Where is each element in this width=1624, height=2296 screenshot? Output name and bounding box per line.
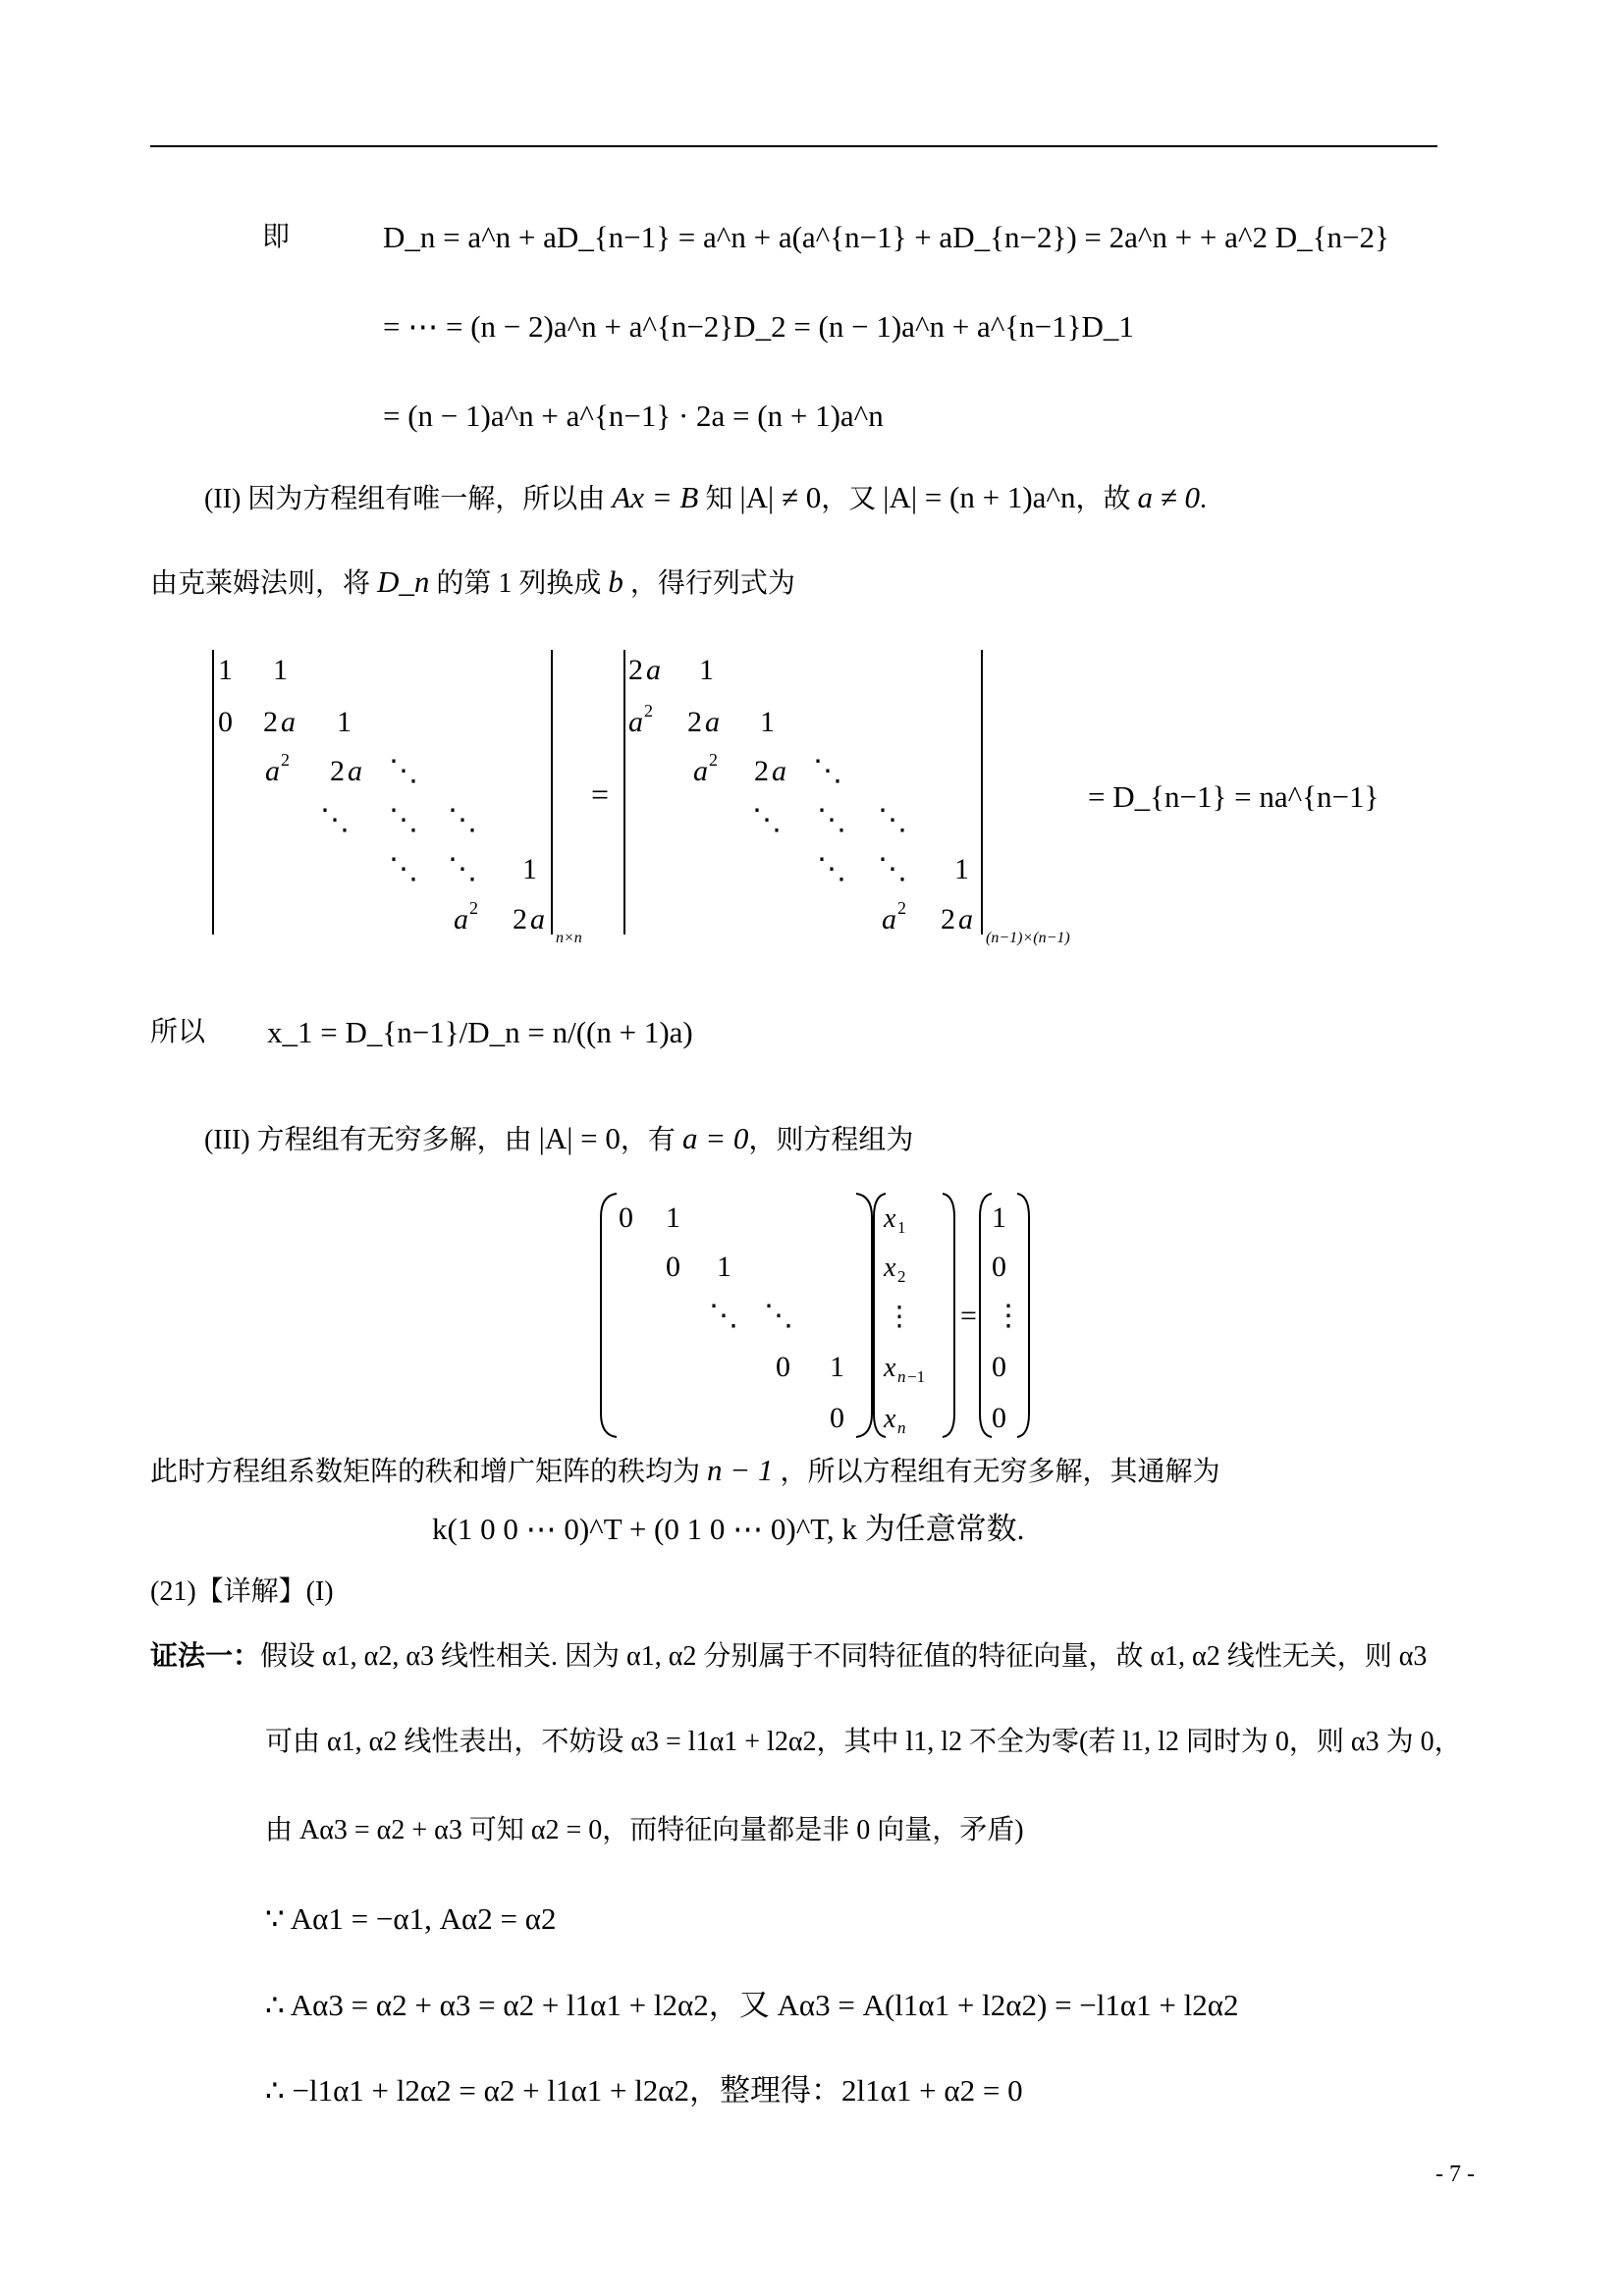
- svg-text:0: 0: [992, 1351, 1006, 1383]
- svg-text:a: a: [958, 903, 973, 935]
- svg-text:a: a: [530, 903, 545, 935]
- svg-text:2: 2: [513, 903, 527, 935]
- svg-text:0: 0: [619, 1201, 633, 1234]
- page-number: - 7 -: [1435, 2162, 1475, 2187]
- svg-text:1: 1: [830, 1351, 844, 1383]
- svg-text:x: x: [884, 1253, 896, 1283]
- svg-text:⋱: ⋱: [817, 853, 846, 885]
- proof-line-6: ∴ −l1α1 + l2α2 = α2 + l1α1 + l2α2，整理得：2l1α1 + α2 = 0: [265, 2073, 1023, 2108]
- svg-text:2: 2: [263, 706, 278, 738]
- svg-text:a: a: [705, 706, 720, 738]
- svg-text:a: a: [265, 755, 280, 787]
- svg-text:⋱: ⋱: [709, 1300, 738, 1332]
- svg-text:2: 2: [897, 898, 906, 918]
- paragraph-rank: 此时方程组系数矩阵的秩和增广矩阵的秩均为 n − 1 ，所以方程组有无穷多解，其通解为: [150, 1453, 1220, 1487]
- right-det-size: (n−1)×(n−1): [986, 930, 1070, 946]
- proof-line-1: 证法一：假设 α1, α2, α3 线性相关. 因为 α1, α2 分别属于不同特征值的特征向量，故 α1, α2 线性无关，则 α3: [150, 1641, 1428, 1672]
- svg-text:2: 2: [709, 750, 718, 770]
- general-solution: k(1 0 0 ⋯ 0)^T + (0 1 0 ⋯ 0)^T, k 为任意常数.: [432, 1512, 1025, 1546]
- svg-text:⋮: ⋮: [886, 1302, 913, 1332]
- svg-text:⋱: ⋱: [878, 804, 907, 836]
- svg-text:2: 2: [644, 701, 653, 721]
- svg-text:⋱: ⋱: [448, 853, 477, 885]
- equation-x1: x_1 = D_{n−1}/D_n = n/((n + 1)a): [267, 1015, 693, 1049]
- svg-text:a: a: [882, 903, 896, 935]
- ji-label: 即: [262, 222, 291, 252]
- svg-text:0: 0: [830, 1402, 844, 1434]
- svg-text:2: 2: [469, 898, 478, 918]
- left-determinant-entries: [218, 654, 545, 935]
- svg-text:2: 2: [897, 1267, 906, 1286]
- left-det-size: n×n: [556, 930, 582, 946]
- svg-text:2: 2: [281, 750, 290, 770]
- svg-text:⋱: ⋱: [764, 1300, 793, 1332]
- svg-text:⋱: ⋱: [389, 755, 418, 787]
- svg-text:1: 1: [666, 1201, 680, 1234]
- svg-text:2: 2: [941, 903, 955, 935]
- svg-text:x: x: [884, 1203, 896, 1234]
- paragraph-cramer: 由克莱姆法则，将 D_n 的第 1 列换成 b ，得行列式为: [150, 564, 795, 599]
- svg-text:1: 1: [760, 706, 775, 738]
- right-determinant-entries: [628, 654, 973, 935]
- svg-text:⋱: ⋱: [320, 804, 350, 836]
- svg-text:⋱: ⋱: [813, 755, 842, 787]
- suoyi-label: 所以: [150, 1017, 206, 1047]
- proof-line-3: 由 Aα3 = α2 + α3 可知 α2 = 0，而特征向量都是非 0 向量，矛盾): [265, 1815, 1024, 1845]
- svg-text:=: =: [960, 1300, 977, 1332]
- equals-sign: =: [591, 776, 610, 812]
- svg-text:1: 1: [218, 654, 233, 686]
- svg-text:a: a: [281, 706, 296, 738]
- svg-text:⋮: ⋮: [994, 1300, 1023, 1332]
- paragraph-part-iii: (III) 方程组有无穷多解，由 |A| = 0，有 a = 0，则方程组为: [204, 1121, 914, 1155]
- svg-text:1: 1: [522, 853, 537, 885]
- svg-text:⋱: ⋱: [752, 804, 782, 836]
- svg-text:2: 2: [687, 706, 702, 738]
- proof-line-5: ∴ Aα3 = α2 + α3 = α2 + l1α1 + l2α2，又 Aα3 = A(l1α1 + l2α2) = −l1α1 + l2α2: [265, 1988, 1239, 2022]
- svg-text:⋱: ⋱: [448, 804, 477, 836]
- svg-text:2: 2: [754, 755, 769, 787]
- proof-line-2: 可由 α1, α2 线性表出，不妨设 α3 = l1α1 + l2α2，其中 l1, l2 不全为零(若 l1, l2 同时为 0，则 α3 为 0，: [265, 1727, 1462, 1757]
- svg-text:⋱: ⋱: [878, 853, 907, 885]
- equation-dn-result: = (n − 1)a^n + a^{n−1} · 2a = (n + 1)a^n: [383, 399, 884, 433]
- determinant-result: = D_{n−1} = na^{n−1}: [1088, 779, 1380, 814]
- svg-text:0: 0: [218, 706, 233, 738]
- equation-dn-expand: = ⋯ = (n − 2)a^n + a^{n−2}D_2 = (n − 1)a^n + a^{n−1}D_1: [383, 309, 1134, 344]
- svg-text:1: 1: [699, 654, 714, 686]
- svg-text:2: 2: [330, 755, 345, 787]
- proof-line-4: ∵ Aα1 = −α1, Aα2 = α2: [265, 1901, 557, 1936]
- svg-text:⋱: ⋱: [389, 853, 418, 885]
- svg-text:a: a: [454, 903, 468, 935]
- paragraph-part-ii: (II) 因为方程组有唯一解，所以由 Ax = B 知 |A| ≠ 0，又 |A| = (n + 1)a^n，故 a ≠ 0.: [204, 480, 1207, 514]
- svg-text:a: a: [348, 755, 362, 787]
- svg-text:1: 1: [954, 853, 969, 885]
- svg-text:0: 0: [992, 1402, 1006, 1434]
- svg-text:⋱: ⋱: [389, 804, 418, 836]
- header-rule: [150, 145, 1437, 147]
- svg-text:1: 1: [273, 654, 288, 686]
- question-21-heading: (21)【详解】(I): [150, 1576, 334, 1607]
- svg-text:−1: −1: [907, 1367, 926, 1386]
- svg-text:x: x: [884, 1353, 896, 1383]
- svg-text:0: 0: [666, 1251, 680, 1283]
- svg-text:1: 1: [897, 1218, 906, 1237]
- svg-text:1: 1: [992, 1201, 1006, 1234]
- svg-text:a: a: [646, 654, 661, 686]
- svg-text:n: n: [897, 1418, 906, 1437]
- svg-text:⋱: ⋱: [817, 804, 846, 836]
- matrix-equation-figure: [589, 1188, 1041, 1443]
- svg-text:0: 0: [992, 1251, 1006, 1283]
- equation-dn-recursion: D_n = a^n + aD_{n−1} = a^n + a(a^{n−1} + aD_{n−2}) = 2a^n + + a^2 D_{n−2}: [383, 220, 1389, 254]
- svg-text:a: a: [628, 706, 643, 738]
- svg-text:1: 1: [717, 1251, 731, 1283]
- svg-text:a: a: [693, 755, 708, 787]
- svg-text:n: n: [897, 1367, 906, 1386]
- svg-text:x: x: [884, 1404, 896, 1434]
- svg-text:0: 0: [776, 1351, 790, 1383]
- svg-text:1: 1: [337, 706, 352, 738]
- svg-text:2: 2: [628, 654, 643, 686]
- svg-text:a: a: [772, 755, 786, 787]
